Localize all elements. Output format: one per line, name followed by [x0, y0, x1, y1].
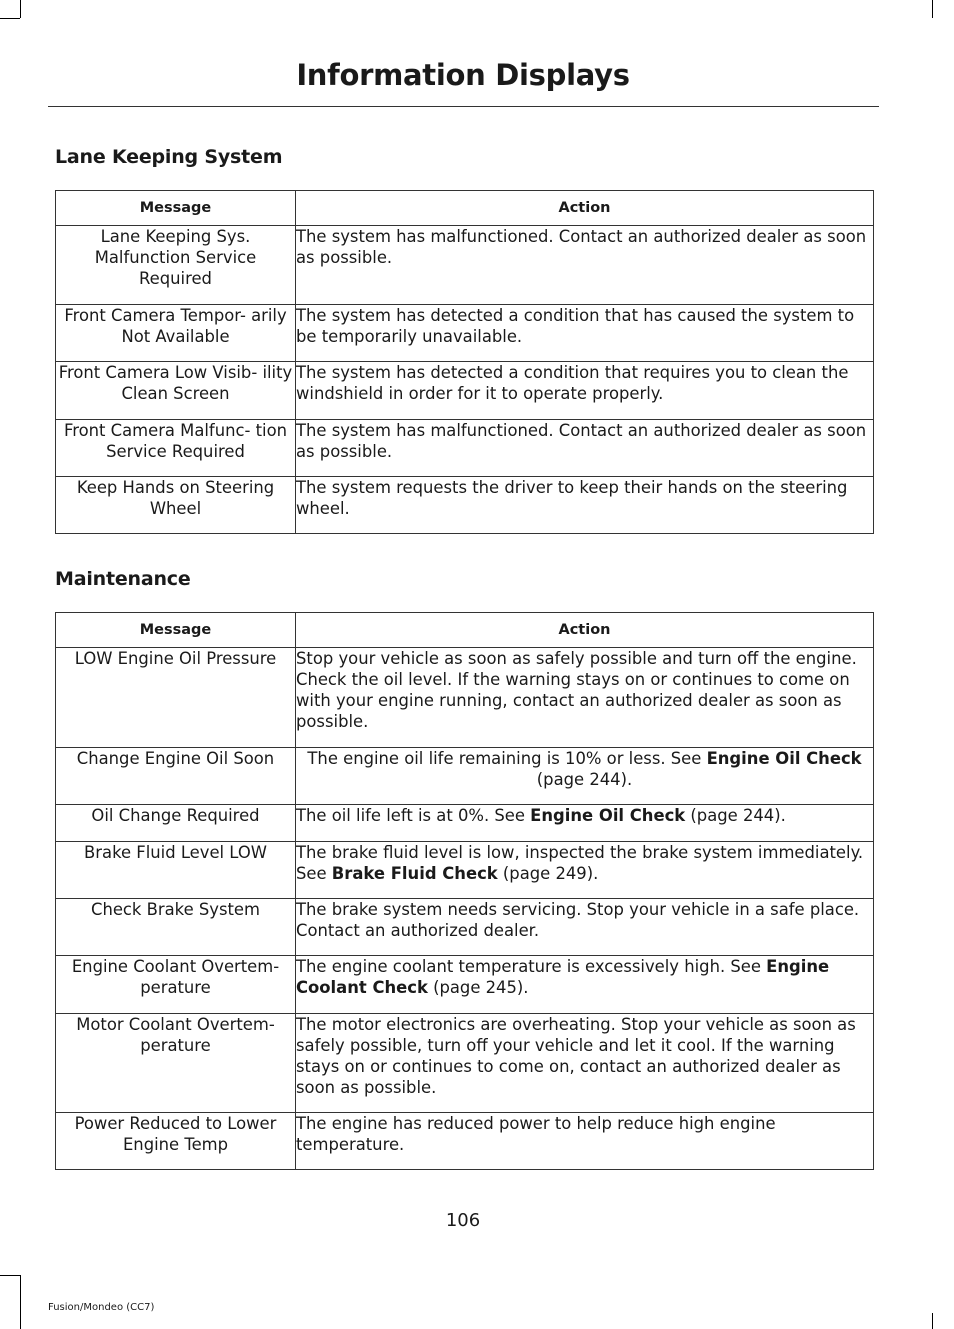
message-cell: Power Reduced to Lower Engine Temp [56, 1113, 296, 1170]
table-row [56, 1014, 874, 1113]
action-cell: The system has malfunctioned. Contact an authorized dealer as soon as possible. [296, 226, 874, 305]
message-cell: Brake Fluid Level LOW [56, 842, 296, 899]
action-cell: The engine has reduced power to help reduce high engine temperature. [296, 1113, 874, 1170]
page-reference: (page 245). [427, 978, 529, 997]
message-cell: LOW Engine Oil Pressure [56, 648, 296, 748]
action-cell: Stop your vehicle as soon as safely possible and turn off the engine. Check the oil level. If the warning stays on or continues to come on with your engine running, contact an authorized dealer as soon as possible. [296, 648, 874, 748]
message-cell: Change Engine Oil Soon [56, 748, 296, 805]
cross-reference-link[interactable]: Engine Oil Check [530, 806, 686, 825]
column-header-message: Message [56, 613, 296, 648]
action-cell [296, 805, 874, 842]
column-header-message: Message [56, 191, 296, 226]
table-row [56, 956, 874, 1014]
action-cell: The motor electronics are overheating. Stop your vehicle as soon as safely possible, turn off your vehicle and let it cool. If the warning stays on or continues to come on, contact an authorized dealer as soon as possible. [296, 1014, 874, 1113]
message-cell: Front Camera Tempor- arily Not Available [56, 305, 296, 362]
action-cell: The system has detected a condition that has caused the system to be temporarily unavailable. [296, 305, 874, 362]
action-text: The oil life left is at 0%. See [296, 806, 531, 825]
crop-mark [932, 1313, 933, 1329]
title-rule [48, 106, 879, 107]
action-cell: The system has detected a condition that requires you to clean the windshield in order for it to operate properly. [296, 362, 874, 420]
model-label: Fusion/Mondeo (CC7) [48, 1302, 155, 1313]
action-cell [296, 748, 874, 805]
page-reference: (page 244). [685, 806, 786, 825]
column-header-action: Action [296, 613, 874, 648]
table-row [56, 648, 874, 748]
action-text: The brake fluid level is low, inspected the brake system immediately. See [296, 843, 864, 883]
crop-mark [20, 1275, 21, 1329]
page-number: 106 [445, 1210, 481, 1231]
page-reference: (page 249). [497, 864, 599, 883]
section-heading-maintenance: Maintenance [55, 568, 191, 590]
message-cell: Lane Keeping Sys. Malfunction Service Required [56, 226, 296, 305]
action-cell [296, 842, 874, 899]
message-cell: Front Camera Low Visib- ility Clean Screen [56, 362, 296, 420]
action-cell: The brake system needs servicing. Stop your vehicle in a safe place. Contact an authorized dealer. [296, 899, 874, 956]
page-title: Information Displays [296, 58, 630, 92]
action-text: The engine coolant temperature is excessively high. See [296, 957, 767, 976]
message-cell: Keep Hands on Steering Wheel [56, 477, 296, 534]
action-cell: The system has malfunctioned. Contact an authorized dealer as soon as possible. [296, 420, 874, 477]
message-cell: Motor Coolant Overtem- perature [56, 1014, 296, 1113]
crop-mark [0, 18, 20, 19]
crop-mark [0, 1275, 20, 1276]
table-row [56, 477, 874, 534]
crop-mark [932, 0, 933, 18]
table-row [56, 805, 874, 842]
table-row [56, 748, 874, 805]
action-text: The engine oil life remaining is 10% or less. See [307, 749, 707, 768]
action-cell [296, 956, 874, 1014]
column-header-action: Action [296, 191, 874, 226]
page-reference: (page 244). [536, 770, 633, 789]
table-row [56, 1113, 874, 1170]
table-row [56, 420, 874, 477]
table-row [56, 362, 874, 420]
table-row [56, 842, 874, 899]
lane-keeping-table [55, 190, 874, 534]
message-cell: Oil Change Required [56, 805, 296, 842]
table-row [56, 899, 874, 956]
table-row [56, 305, 874, 362]
message-cell: Front Camera Malfunc- tion Service Required [56, 420, 296, 477]
action-cell: The system requests the driver to keep their hands on the steering wheel. [296, 477, 874, 534]
table-row [56, 226, 874, 305]
message-cell: Check Brake System [56, 899, 296, 956]
table-header-row [56, 191, 874, 226]
message-cell: Engine Coolant Overtem- perature [56, 956, 296, 1014]
cross-reference-link[interactable]: Engine Oil Check [706, 749, 862, 768]
crop-mark [20, 0, 21, 18]
cross-reference-link[interactable]: Engine Coolant Check [296, 957, 830, 997]
maintenance-table [55, 612, 874, 1170]
cross-reference-link[interactable]: Brake Fluid Check [331, 864, 498, 883]
table-header-row [56, 613, 874, 648]
section-heading-lane-keeping: Lane Keeping System [55, 146, 283, 168]
